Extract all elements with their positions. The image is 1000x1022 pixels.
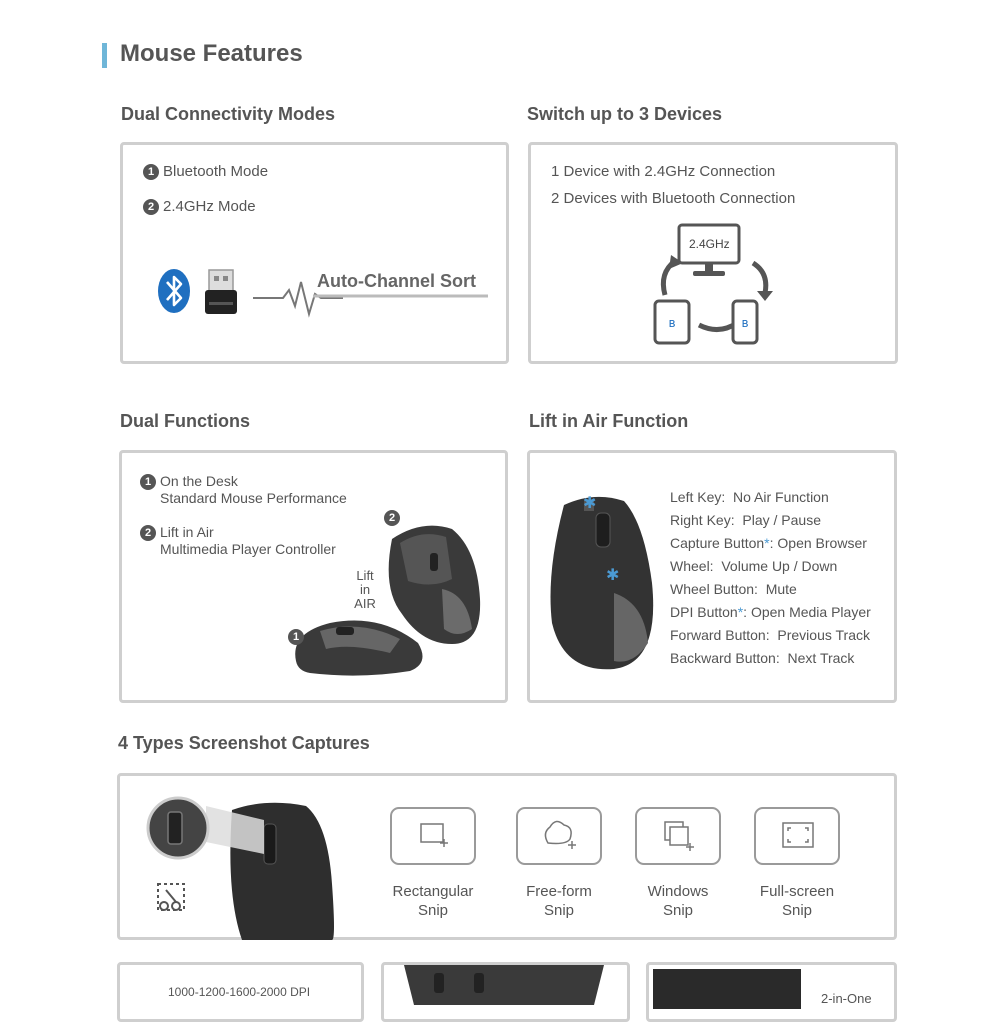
snip-label-line1: Rectangular xyxy=(392,883,474,900)
snip-label xyxy=(737,882,857,920)
function-number: 1 xyxy=(140,474,156,490)
snip-label-line2: Snip xyxy=(781,902,813,919)
dpi-star-marker: ✱ xyxy=(606,567,620,584)
title-accent-bar xyxy=(102,43,107,68)
function-desc: Multimedia Player Controller xyxy=(160,541,336,557)
key-star: * xyxy=(737,604,744,620)
function-item xyxy=(140,473,238,490)
tablet-icon xyxy=(653,299,693,345)
function-line1: On the Desk xyxy=(160,473,238,489)
svg-text:ʙ: ʙ xyxy=(668,316,676,330)
monitor-label: 2.4GHz xyxy=(689,237,730,251)
windows-snip-button[interactable] xyxy=(635,807,721,865)
switch-devices-title: Switch up to 3 Devices xyxy=(527,104,723,124)
lift-word: Lift xyxy=(356,568,374,583)
function-item xyxy=(140,524,214,541)
key-value: Next Track xyxy=(787,650,855,666)
mode-number: 1 xyxy=(143,164,159,180)
svg-text:ʙ: ʙ xyxy=(741,316,749,330)
function-desc: Standard Mouse Performance xyxy=(160,490,347,506)
key-value: Open Browser xyxy=(777,535,867,551)
dual-connectivity-panel xyxy=(120,142,509,364)
snip-label-line1: Full-screen xyxy=(759,883,835,900)
dual-functions-title: Dual Functions xyxy=(120,411,250,431)
dual-functions-panel xyxy=(119,450,508,703)
two-in-one-label: 2-in-One xyxy=(821,991,872,1006)
snip-label-line2: Snip xyxy=(417,902,449,919)
key-row xyxy=(670,512,821,528)
screenshot-panel xyxy=(117,773,897,940)
function-number: 2 xyxy=(140,525,156,541)
snip-label-line2: Snip xyxy=(543,902,575,919)
key-value: Mute xyxy=(765,581,797,597)
device-line: 1 Device with 2.4GHz Connection xyxy=(551,163,776,180)
two-in-one-panel xyxy=(646,962,897,1022)
key-value: Volume Up / Down xyxy=(721,558,838,574)
capture-star-marker: ✱ xyxy=(583,495,597,512)
monitor-image xyxy=(653,969,801,1009)
freeform-snip-icon xyxy=(518,809,600,863)
freeform-snip-button[interactable] xyxy=(516,807,602,865)
mouse-bottom-image xyxy=(394,965,614,1005)
function-line1: Lift in Air xyxy=(160,524,214,540)
key-row xyxy=(670,650,854,666)
fullscreen-snip-icon xyxy=(756,809,838,863)
windows-snip-icon xyxy=(637,809,719,863)
key-value: Play / Pause xyxy=(742,512,821,528)
key-name: Wheel Button: xyxy=(670,581,758,597)
snip-label-line1: Windows xyxy=(647,883,709,900)
dpi-label: 1000-1200-1600-2000 DPI xyxy=(168,985,311,999)
phone-icon xyxy=(731,299,761,345)
key-name: Right Key: xyxy=(670,512,735,528)
fullscreen-snip-button[interactable] xyxy=(754,807,840,865)
key-name: Forward Button: xyxy=(670,627,770,643)
key-row xyxy=(670,535,867,551)
auto-channel-label: Auto-Channel Sort xyxy=(317,271,476,291)
key-name: Backward Button: xyxy=(670,650,780,666)
switch-devices-panel xyxy=(528,142,898,364)
usb-receiver-icon xyxy=(201,268,241,316)
key-name: DPI Button xyxy=(670,604,738,620)
key-row xyxy=(670,558,837,574)
mode-number: 2 xyxy=(143,199,159,215)
snip-label xyxy=(499,882,619,920)
page-title: Mouse Features xyxy=(120,40,303,67)
mouse-desk-image xyxy=(290,613,430,679)
mouse-top-image xyxy=(544,493,662,673)
key-row xyxy=(670,489,829,505)
snip-label-line2: Snip xyxy=(662,902,694,919)
key-name: Capture Button xyxy=(670,535,765,551)
mode-item xyxy=(143,163,268,180)
mode-label: 2.4GHz Mode xyxy=(163,198,256,215)
snip-label-line1: Free-form xyxy=(526,883,592,900)
lift-air-panel xyxy=(527,450,897,703)
snip-label xyxy=(373,882,493,920)
mode-label: Bluetooth Mode xyxy=(163,163,269,180)
bluetooth-icon xyxy=(157,268,191,314)
key-star: * xyxy=(764,535,770,551)
key-value: Previous Track xyxy=(777,627,870,643)
snip-label xyxy=(618,882,738,920)
key-value: No Air Function xyxy=(733,489,829,505)
key-row xyxy=(670,604,871,620)
dual-connectivity-title: Dual Connectivity Modes xyxy=(121,104,336,124)
rectangular-snip-icon xyxy=(392,809,474,863)
key-sep: : xyxy=(743,604,748,620)
key-row xyxy=(670,581,797,597)
device-line: 2 Devices with Bluetooth Connection xyxy=(551,190,796,207)
lift-air-title: Lift in Air Function xyxy=(529,411,689,431)
mouse-bottom-panel xyxy=(381,962,630,1022)
key-name: Left Key: xyxy=(670,489,726,505)
lift-word: in xyxy=(359,582,371,597)
key-row xyxy=(670,627,870,643)
lift-word: AIR xyxy=(354,596,376,611)
rectangular-snip-button[interactable] xyxy=(390,807,476,865)
mode-item xyxy=(143,198,256,215)
marker-1: 1 xyxy=(288,629,304,645)
key-value: Open Media Player xyxy=(750,604,871,620)
dpi-panel xyxy=(117,962,364,1022)
key-sep: : xyxy=(769,535,774,551)
marker-2: 2 xyxy=(384,510,400,526)
screenshot-title: 4 Types Screenshot Captures xyxy=(118,733,370,753)
mouse-capture-image xyxy=(146,794,346,940)
key-name: Wheel: xyxy=(670,558,714,574)
